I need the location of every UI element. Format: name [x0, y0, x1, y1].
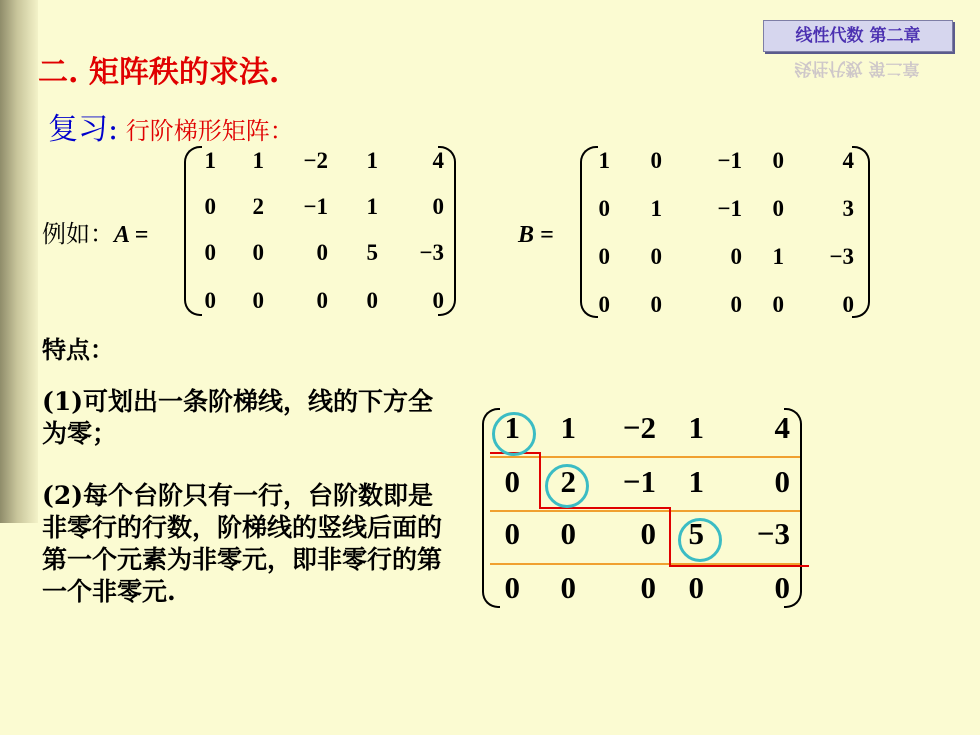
matrix-cell: 3 [842, 196, 854, 221]
echelon-cell: 1 [504, 410, 520, 445]
feature-point-1: (1)可划出一条阶梯线，线的下方全为零； [42, 387, 434, 448]
matrix-cell: −2 [303, 148, 328, 173]
matrix-cell: 0 [650, 292, 662, 317]
chapter-badge: 线性代数 第二章 [763, 20, 953, 52]
echelon-cell: 0 [688, 570, 704, 605]
matrix-cell: 0 [730, 244, 742, 269]
matrix-cell: 1 [598, 148, 610, 173]
echelon-cell: 4 [774, 410, 790, 445]
matrix-cell: −1 [717, 196, 742, 221]
left-gradient-bar [0, 0, 38, 523]
matrix-cell: 0 [366, 288, 378, 313]
matrix-cell: 0 [598, 292, 610, 317]
chapter-badge-reflection: 线性代数 第二章 [794, 58, 920, 78]
matrix-cell: 0 [650, 148, 662, 173]
features-heading: 特点： [42, 335, 114, 364]
echelon-cell: 1 [688, 464, 704, 499]
matrix-cell: 0 [432, 194, 444, 219]
matrix-cell: 1 [772, 244, 784, 269]
pivot-circle-2 [545, 464, 589, 508]
matrix-cell: 0 [316, 240, 328, 265]
matrix-b-label: B = [518, 222, 554, 248]
matrix-cell: 4 [842, 148, 854, 173]
matrix-cell: 0 [204, 288, 216, 313]
matrix-cell: −1 [717, 148, 742, 173]
matrix-cell: 0 [598, 244, 610, 269]
echelon-cell: 0 [774, 464, 790, 499]
matrix-cell: 4 [432, 148, 444, 173]
page-title: 二. 矩阵秩的求法. [38, 55, 280, 90]
matrix-cell: 0 [252, 288, 264, 313]
matrix-cell: 0 [204, 194, 216, 219]
matrix-cell: −1 [303, 194, 328, 219]
echelon-cell: 0 [560, 570, 576, 605]
matrix-cell: 1 [366, 148, 378, 173]
staircase-h2 [539, 507, 671, 509]
matrix-cell: 0 [772, 196, 784, 221]
echelon-cell: 0 [774, 570, 790, 605]
staircase-h3 [669, 565, 809, 567]
matrix-cell: 0 [772, 292, 784, 317]
echelon-cell: 0 [640, 516, 656, 551]
staircase-v2 [669, 507, 671, 566]
row-line-1 [490, 456, 800, 458]
matrix-cell: 5 [366, 240, 378, 265]
matrix-a [184, 146, 456, 316]
row-line-2 [490, 510, 800, 512]
review-tail: 行阶梯形矩阵： [118, 117, 294, 145]
pivot-circle-1 [492, 412, 536, 456]
matrix-cell: 0 [842, 292, 854, 317]
echelon-cell: 1 [688, 410, 704, 445]
review-prefix: 复习: [48, 112, 119, 147]
matrix-cell: 0 [252, 240, 264, 265]
echelon-cell: 0 [640, 570, 656, 605]
matrix-cell: 0 [772, 148, 784, 173]
matrix-cell: 0 [204, 240, 216, 265]
matrix-cell: 0 [432, 288, 444, 313]
echelon-cell: −1 [622, 464, 656, 499]
echelon-cell: 0 [504, 570, 520, 605]
echelon-cell: 5 [688, 516, 704, 551]
example-text: 例如： [42, 220, 114, 248]
right-bracket [852, 146, 870, 318]
echelon-cell: −2 [622, 410, 656, 445]
echelon-cell: 2 [560, 464, 576, 499]
matrix-cell: 1 [204, 148, 216, 173]
matrix-cell: −3 [419, 240, 444, 265]
echelon-cell: 0 [560, 516, 576, 551]
matrix-cell: 1 [366, 194, 378, 219]
pivot-circle-3 [678, 518, 722, 562]
matrix-a-label: A = [114, 222, 149, 248]
matrix-cell: 0 [316, 288, 328, 313]
echelon-cell: −3 [756, 516, 790, 551]
review-heading [48, 104, 294, 148]
matrix-cell: −3 [829, 244, 854, 269]
example-label [42, 214, 148, 249]
staircase-v1 [539, 452, 541, 508]
matrix-cell: 0 [650, 244, 662, 269]
echelon-cell: 1 [560, 410, 576, 445]
echelon-cell: 0 [504, 464, 520, 499]
matrix-cell: 0 [730, 292, 742, 317]
feature-point-2: (2)每个台阶只有一行，台阶数即是非零行的行数，阶梯线的竖线后面的第一个元素为非零元，即非零行的第一个非零元. [42, 481, 443, 606]
matrix-cell: 0 [598, 196, 610, 221]
matrix-cell: 2 [252, 194, 264, 219]
matrix-cell: 1 [650, 196, 662, 221]
matrix-b [580, 146, 870, 318]
echelon-cell: 0 [504, 516, 520, 551]
matrix-cell: 1 [252, 148, 264, 173]
